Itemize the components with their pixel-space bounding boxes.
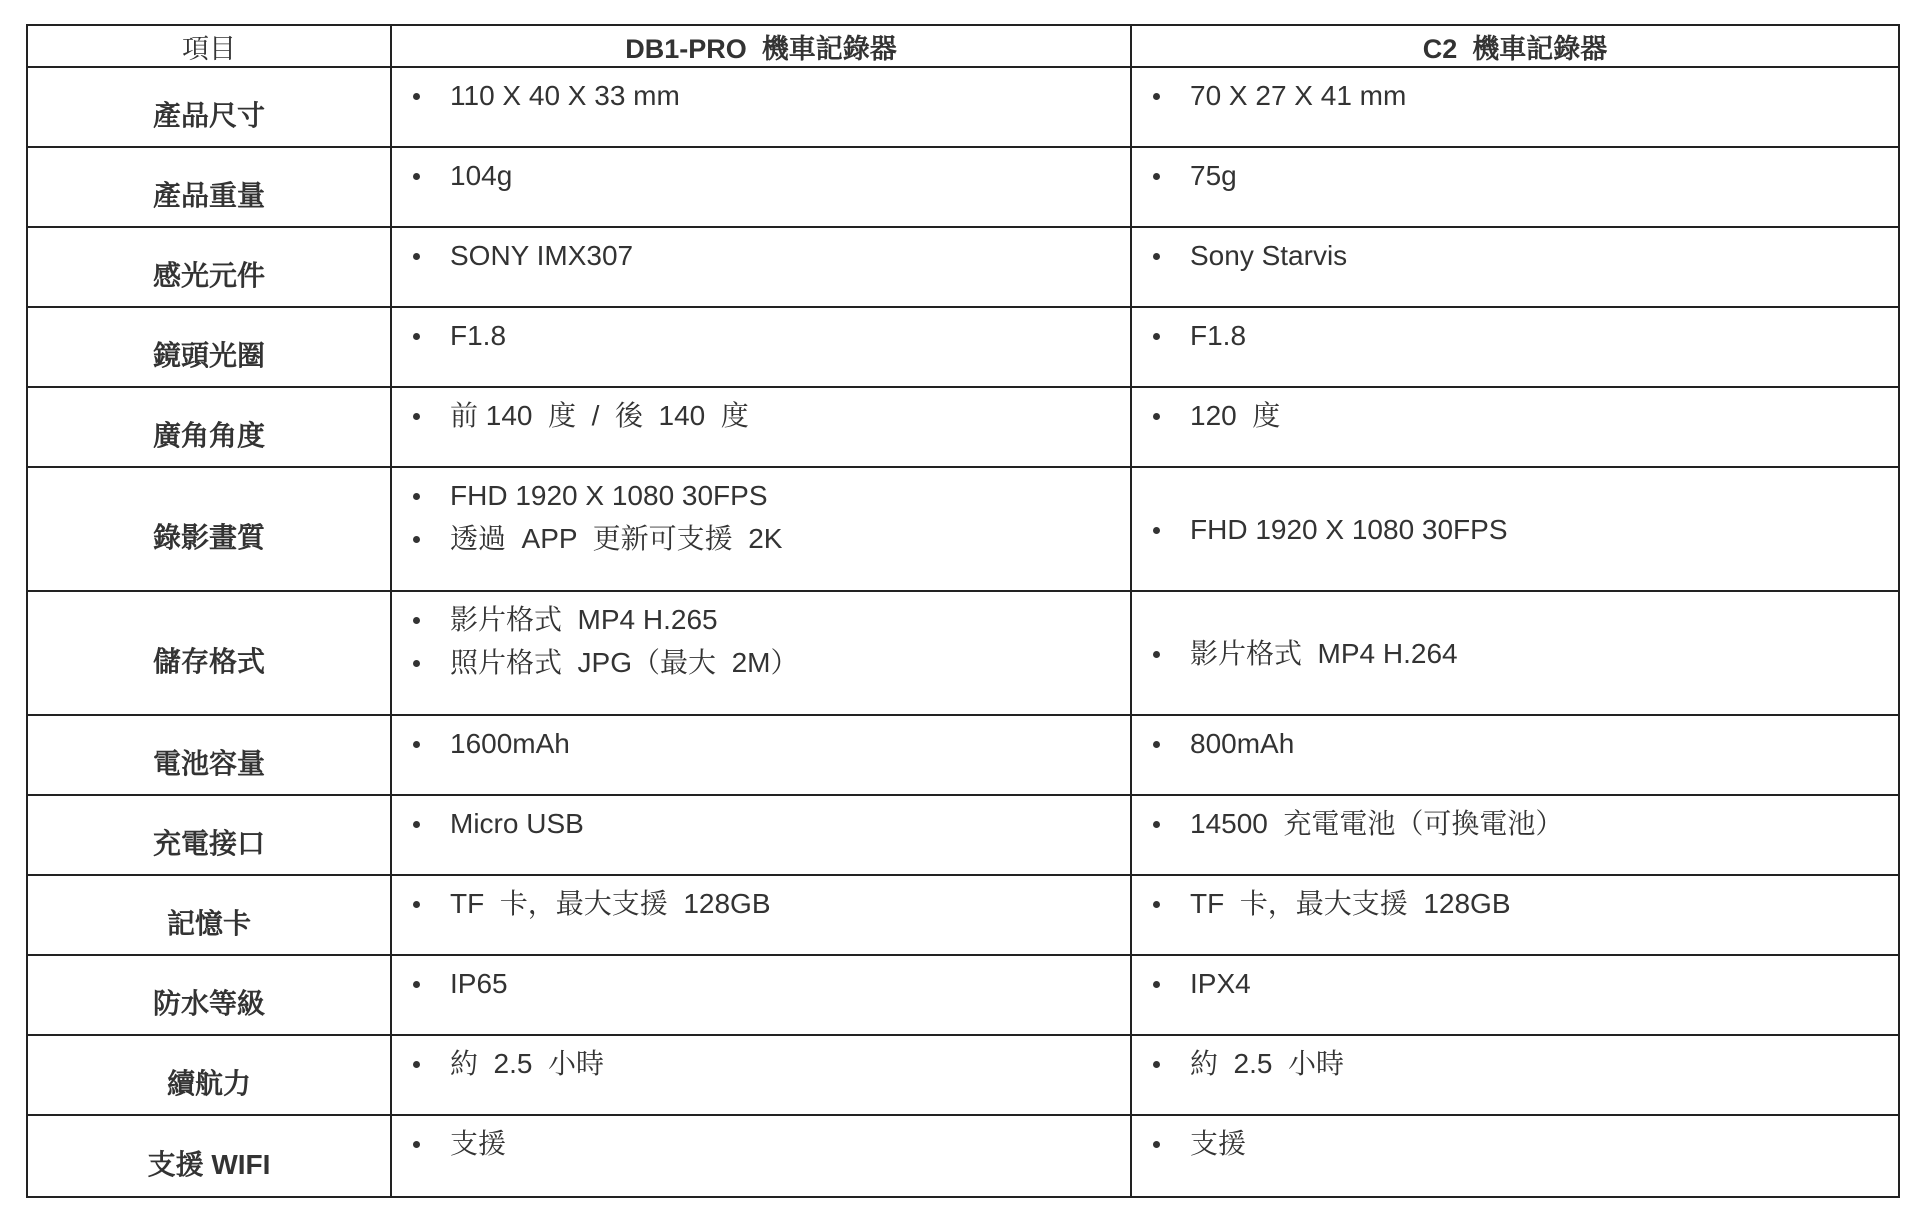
table-row: [27, 875, 1899, 955]
list-item: 約 2.5 小時: [1132, 1042, 1898, 1085]
row-label-cell: [27, 387, 391, 467]
product-b-cell: [1131, 307, 1899, 387]
bullet-list: [1132, 388, 1898, 437]
row-label-cell: [27, 307, 391, 387]
row-label-cell: [27, 955, 391, 1035]
bullet-list: [1132, 1036, 1898, 1085]
table-row: [27, 1115, 1899, 1197]
row-label-cell: [27, 795, 391, 875]
list-item: 1600mAh: [392, 722, 1130, 765]
row-label: 支援 WIFI: [147, 1149, 271, 1180]
product-a-cell: [391, 227, 1131, 307]
product-b-cell: [1131, 715, 1899, 795]
product-b-cell: [1131, 1035, 1899, 1115]
product-a-cell: [391, 387, 1131, 467]
product-a-cell: [391, 875, 1131, 955]
row-label-cell: [27, 67, 391, 147]
product-a-cell: [391, 715, 1131, 795]
list-item: IP65: [392, 962, 1130, 1005]
row-label-cell: [27, 467, 391, 591]
bullet-list: [392, 228, 1130, 277]
row-label: 充電接口: [152, 828, 265, 859]
product-a-cell: [391, 147, 1131, 227]
list-item: TF 卡，最大支援 128GB: [392, 882, 1130, 925]
bullet-list: [1132, 508, 1898, 551]
product-a-cell: [391, 795, 1131, 875]
product-a-cell: [391, 955, 1131, 1035]
row-label-cell: [27, 591, 391, 715]
product-a-cell: [391, 1035, 1131, 1115]
product-b-cell: [1131, 591, 1899, 715]
list-item: 800mAh: [1132, 722, 1898, 765]
table-row: [27, 1035, 1899, 1115]
list-item: 70 X 27 X 41 mm: [1132, 74, 1898, 117]
table-row: [27, 227, 1899, 307]
list-item: F1.8: [392, 314, 1130, 357]
row-label: 記憶卡: [166, 908, 251, 939]
bullet-list: [392, 388, 1130, 437]
spec-comparison-table: [26, 24, 1900, 1198]
row-label-cell: [27, 227, 391, 307]
list-item: SONY IMX307: [392, 234, 1130, 277]
product-a-cell: [391, 467, 1131, 591]
row-label-cell: [27, 147, 391, 227]
list-item: Sony Starvis: [1132, 234, 1898, 277]
list-item: 前 140 度 / 後 140 度: [392, 394, 1130, 437]
table-row: [27, 467, 1899, 591]
list-item: 約 2.5 小時: [392, 1042, 1130, 1085]
bullet-list: [1132, 148, 1898, 197]
product-b-cell: [1131, 795, 1899, 875]
list-item: 75g: [1132, 154, 1898, 197]
row-label: 儲存格式: [152, 646, 265, 677]
list-item: FHD 1920 X 1080 30FPS: [392, 474, 1130, 517]
spec-body: [27, 67, 1899, 1197]
list-item: TF 卡，最大支援 128GB: [1132, 882, 1898, 925]
row-label-cell: [27, 1115, 391, 1197]
bullet-list: [392, 796, 1130, 845]
row-label: 防水等級: [152, 988, 265, 1019]
header-row: [27, 25, 1899, 67]
product-a-cell: [391, 1115, 1131, 1197]
row-label: 錄影畫質: [152, 522, 265, 553]
bullet-list: [1132, 228, 1898, 277]
product-b-cell: [1131, 875, 1899, 955]
bullet-list: [392, 716, 1130, 765]
row-label: 產品尺寸: [152, 100, 265, 131]
product-b-cell: [1131, 147, 1899, 227]
list-item: 透過 APP 更新可支援 2K: [392, 517, 1130, 560]
list-item: IPX4: [1132, 962, 1898, 1005]
product-a-cell: [391, 307, 1131, 387]
table-row: [27, 715, 1899, 795]
product-b-cell: [1131, 955, 1899, 1035]
bullet-list: [392, 876, 1130, 925]
bullet-list: [392, 1036, 1130, 1085]
product-b-cell: [1131, 1115, 1899, 1197]
list-item: 影片格式 MP4 H.264: [1132, 632, 1898, 675]
list-item: 14500 充電電池（可換電池）: [1132, 802, 1898, 845]
table-row: [27, 955, 1899, 1035]
bullet-list: [392, 1116, 1130, 1165]
list-item: 110 X 40 X 33 mm: [392, 74, 1130, 117]
row-label: 廣角角度: [152, 420, 265, 451]
list-item: 影片格式 MP4 H.265: [392, 598, 1130, 641]
list-item: 104g: [392, 154, 1130, 197]
table-row: [27, 387, 1899, 467]
row-label-cell: [27, 875, 391, 955]
bullet-list: [1132, 876, 1898, 925]
table-row: [27, 67, 1899, 147]
product-b-cell: [1131, 387, 1899, 467]
list-item: F1.8: [1132, 314, 1898, 357]
list-item: 支援: [392, 1122, 1130, 1165]
list-item: 支援: [1132, 1122, 1898, 1165]
bullet-list: [392, 956, 1130, 1005]
list-item: 照片格式 JPG（最大 2M）: [392, 641, 1130, 684]
table-row: [27, 795, 1899, 875]
product-a-cell: [391, 591, 1131, 715]
bullet-list: [1132, 716, 1898, 765]
row-label: 產品重量: [152, 180, 265, 211]
product-b-cell: [1131, 227, 1899, 307]
list-item: 120 度: [1132, 394, 1898, 437]
bullet-list: [1132, 632, 1898, 675]
bullet-list: [392, 468, 1130, 560]
table-row: [27, 591, 1899, 715]
bullet-list: [1132, 308, 1898, 357]
product-b-cell: [1131, 67, 1899, 147]
product-b-cell: [1131, 467, 1899, 591]
bullet-list: [392, 68, 1130, 117]
row-label-cell: [27, 1035, 391, 1115]
header-product-b: C2 機車記錄器: [1131, 25, 1899, 67]
bullet-list: [1132, 68, 1898, 117]
bullet-list: [1132, 956, 1898, 1005]
bullet-list: [392, 148, 1130, 197]
bullet-list: [392, 308, 1130, 357]
row-label: 續航力: [166, 1068, 251, 1099]
row-label: 感光元件: [152, 260, 265, 291]
list-item: FHD 1920 X 1080 30FPS: [1132, 508, 1898, 551]
table-row: [27, 307, 1899, 387]
list-item: Micro USB: [392, 802, 1130, 845]
row-label: 鏡頭光圈: [152, 340, 265, 371]
product-a-cell: [391, 67, 1131, 147]
table-row: [27, 147, 1899, 227]
bullet-list: [392, 592, 1130, 684]
header-product-a: DB1-PRO 機車記錄器: [391, 25, 1131, 67]
row-label-cell: [27, 715, 391, 795]
row-label: 電池容量: [152, 748, 265, 779]
bullet-list: [1132, 796, 1898, 845]
header-item: 項目: [27, 25, 391, 67]
bullet-list: [1132, 1116, 1898, 1165]
